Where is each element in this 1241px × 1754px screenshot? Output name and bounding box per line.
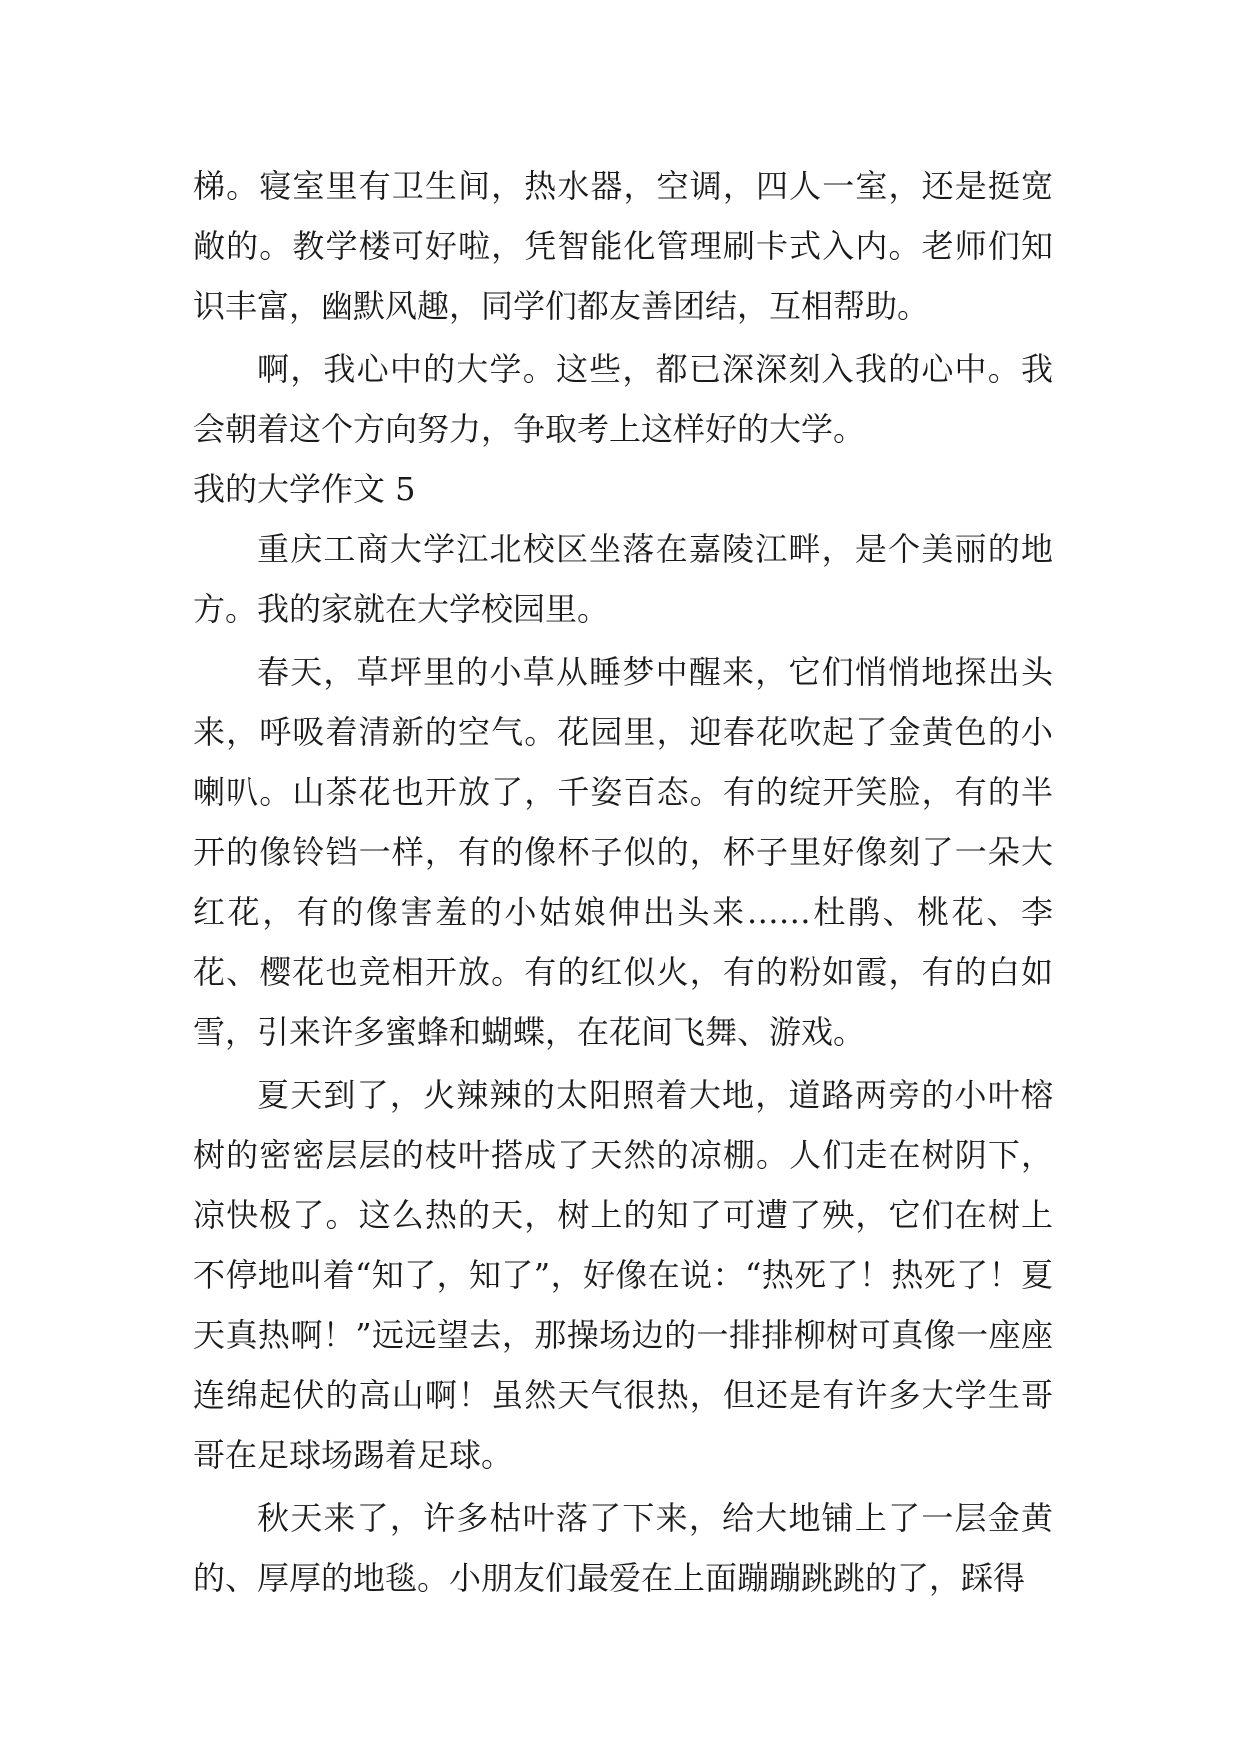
paragraph-ideal-university: 啊，我心中的大学。这些，都已深深刻入我的心中。我会朝着这个方向努力，争取考上这样好的大学。 <box>193 350 1053 448</box>
paragraph-dormitory: 梯。寝室里有卫生间，热水器，空调，四人一室，还是挺宽敞的。教学楼可好啦，凭智能化管理刷卡式入内。老师们知识丰富，幽默风趣，同学们都友善团结，互相帮助。 <box>193 167 1053 325</box>
paragraph-summer: 夏天到了，火辣辣的太阳照着大地，道路两旁的小叶榕树的密密层层的枝叶搭成了天然的凉棚。人们走在树阴下，凉快极了。这么热的天，树上的知了可遭了殃，它们在树上不停地叫着“知了，知了”，好像在说：“热死了！热死了！夏天真热啊！”远远望去，那操场边的一排排柳树可真像一座座连绵起伏的高山啊！虽然天气很热，但还是有许多大学生哥哥在足球场踢着足球。 <box>193 1076 1053 1474</box>
section-title: 我的大学作文 5 <box>193 470 416 508</box>
paragraph-spring: 春天，草坪里的小草从睡梦中醒来，它们悄悄地探出头来，呼吸着清新的空气。花园里，迎春花吹起了金黄色的小喇叭。山茶花也开放了，千姿百态。有的绽开笑脸，有的半开的像铃铛一样，有的像杯子似的，杯子里好像刻了一朵大红花，有的像害羞的小姑娘伸出头来……杜鹃、桃花、李花、樱花也竞相开放。有的红似火，有的粉如霞，有的白如雪，引来许多蜜蜂和蝴蝶，在花间飞舞、游戏。 <box>193 653 1053 1051</box>
document-body <box>193 156 1053 1608</box>
paragraph-autumn: 秋天来了，许多枯叶落了下来，给大地铺上了一层金黄的、厚厚的地毯。小朋友们最爱在上面蹦蹦跳跳的了，踩得 <box>193 1499 1053 1597</box>
paragraph-campus-intro: 重庆工商大学江北校区坐落在嘉陵江畔，是个美丽的地方。我的家就在大学校园里。 <box>193 530 1053 628</box>
